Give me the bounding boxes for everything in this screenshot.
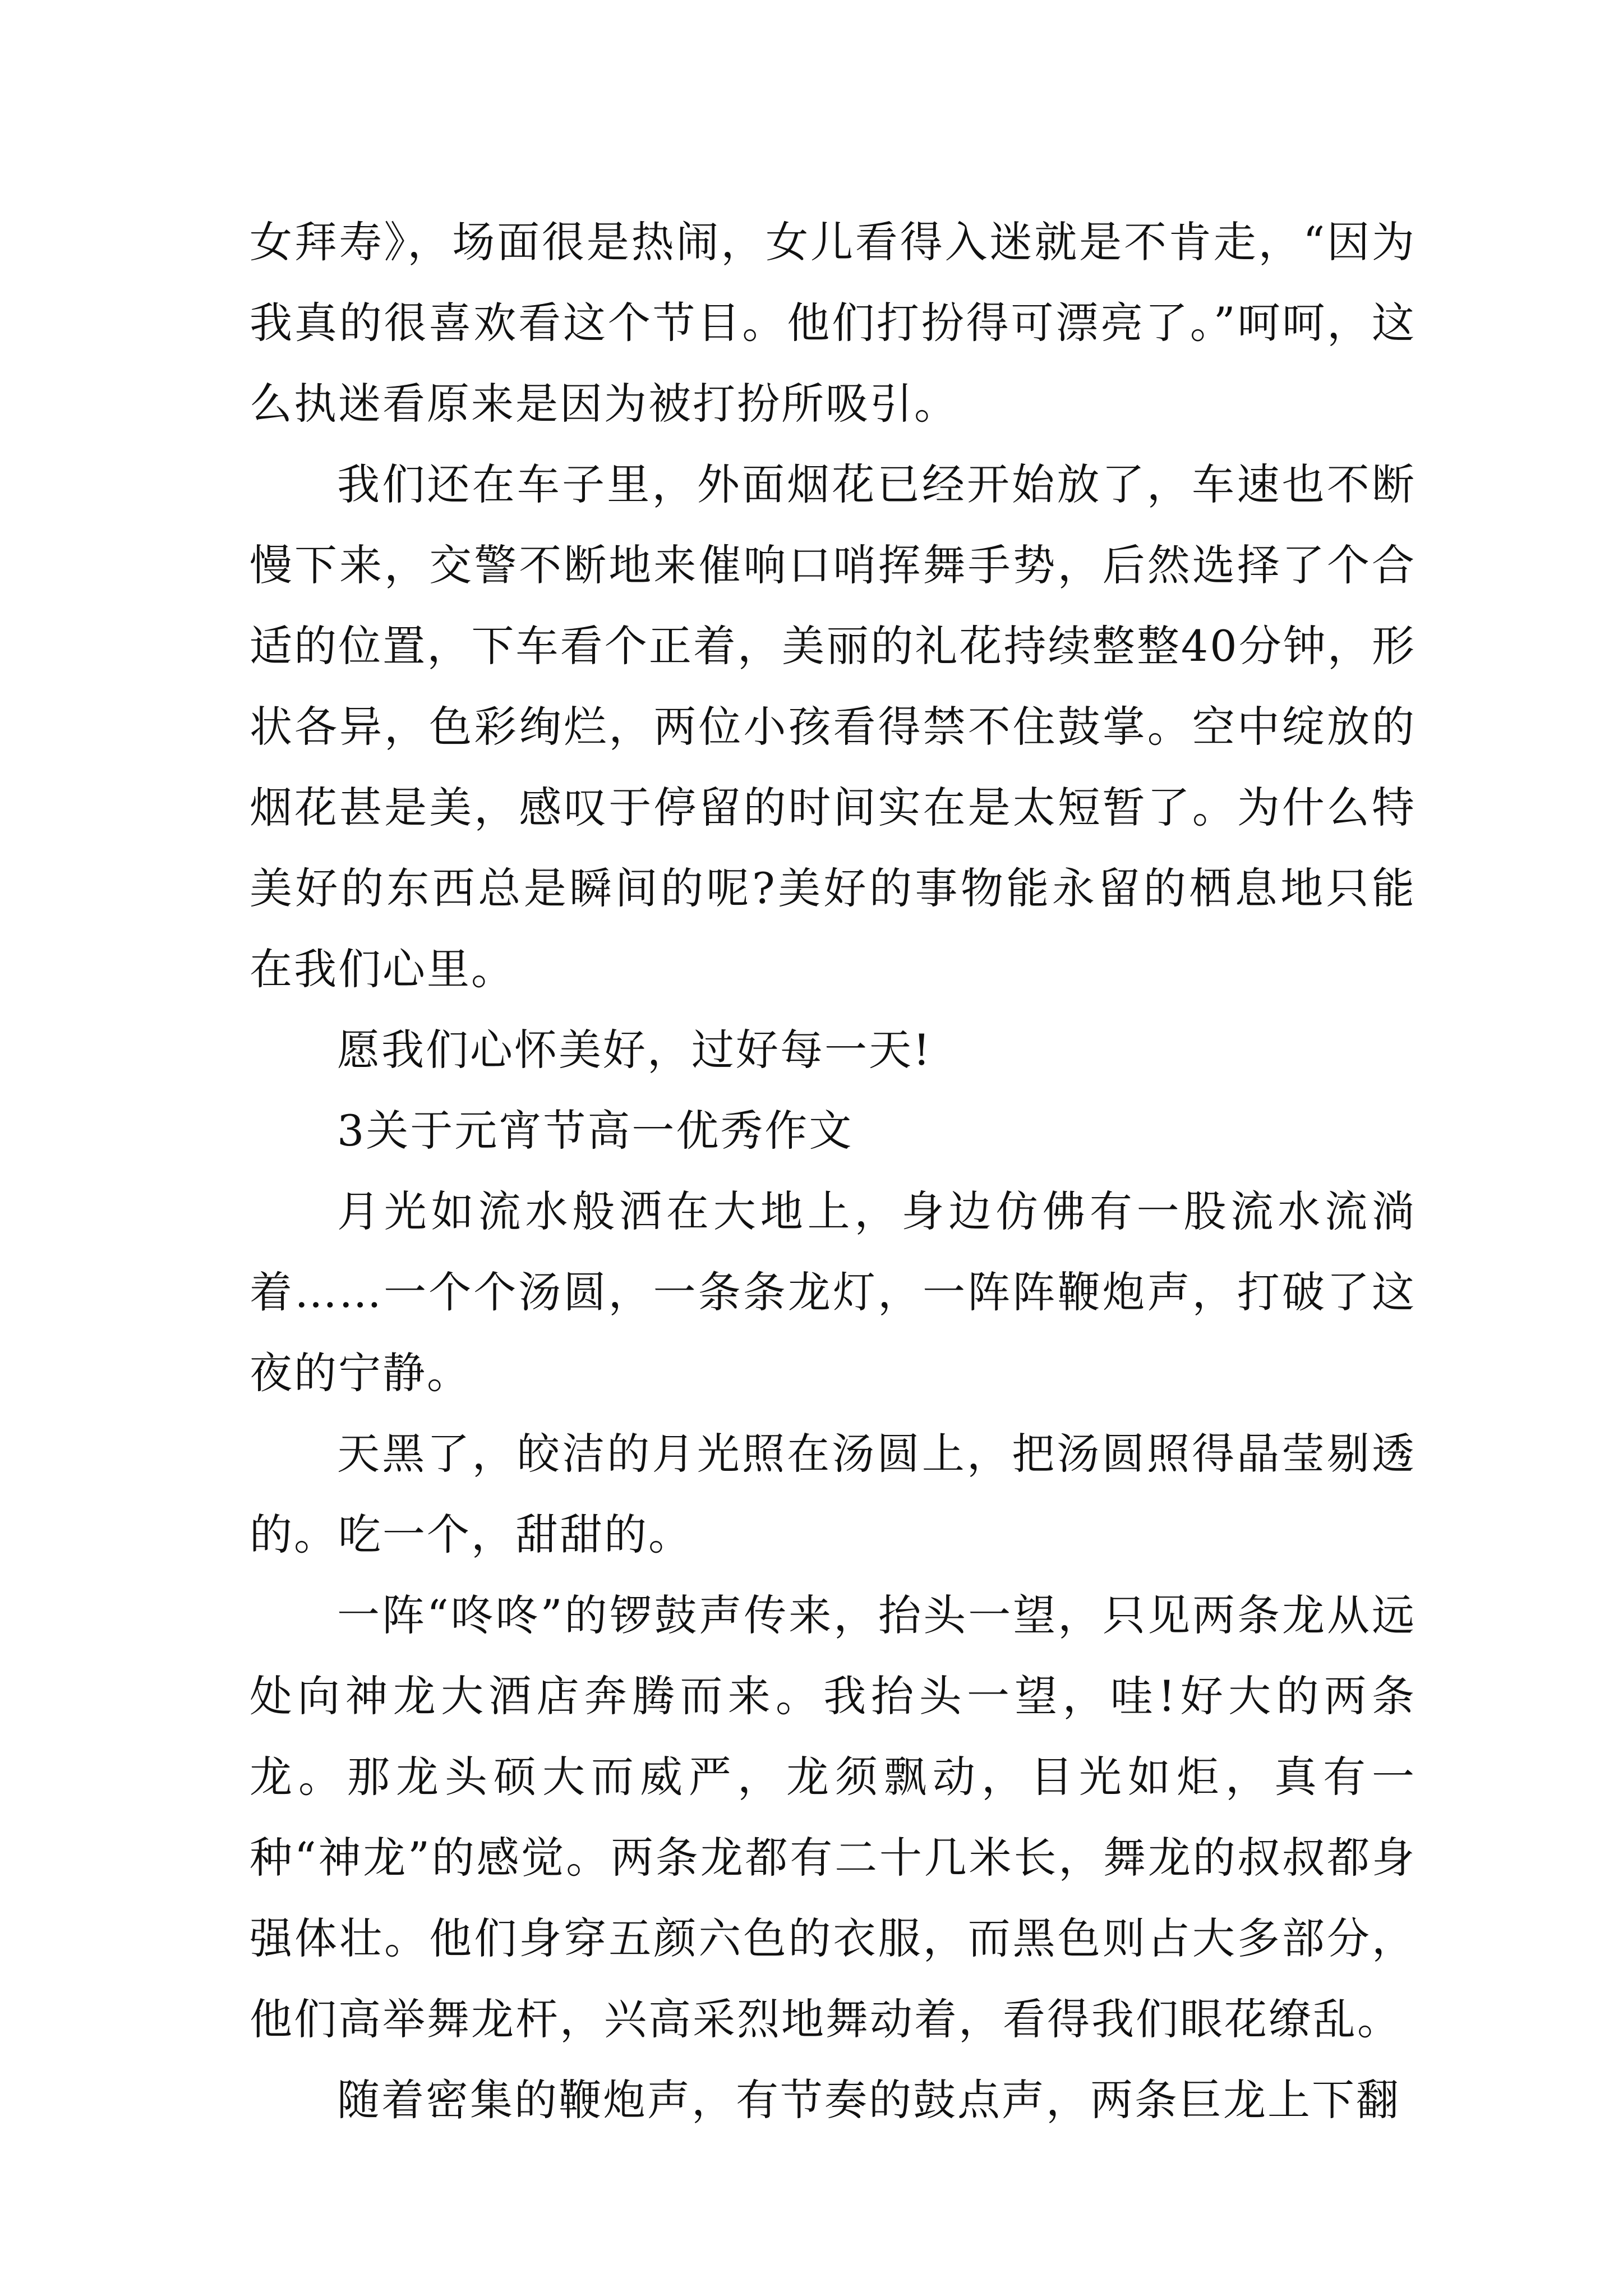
paragraph-6: 一阵“咚咚”的锣鼓声传来，抬头一望，只见两条龙从远处向神龙大酒店奔腾而来。我抬头一望，哇!好大的两条龙。那龙头硕大而威严，龙须飘动，目光如炬，真有一种“神龙”的感觉。两条龙都有二十几米长，舞龙的叔叔都身强体壮。他们身穿五颜六色的衣服，而黑色则占大多部分，他们高举舞龙杆，兴高采烈地舞动着，看得我们眼花缭乱。 (250, 1590, 1416, 2044)
section-heading: 3关于元宵节高一优秀作文 (337, 1106, 854, 1156)
paragraph-2: 我们还在车子里，外面烟花已经开始放了，车速也不断慢下来，交警不断地来催响口哨挥舞手势，后然选择了个合适的位置，下车看个正着，美丽的礼花持续整整40分钟，形状各异，色彩绚烂，两位小孩看得禁不住鼓掌。空中绽放的烟花甚是美，感叹于停留的时间实在是太短暂了。为什么特美好的东西总是瞬间的呢?美好的事物能永留的栖息地只能在我们心里。 (250, 459, 1416, 994)
paragraph-4: 月光如流水般洒在大地上，身边仿佛有一股流水流淌着……一个个汤圆，一条条龙灯，一阵阵鞭炮声，打破了这夜的宁静。 (250, 1186, 1416, 1398)
paragraph-1: 女拜寿》，场面很是热闹，女儿看得入迷就是不肯走，“因为我真的很喜欢看这个节目。他们打扮得可漂亮了。”呵呵，这么执迷看原来是因为被打扮所吸引。 (250, 217, 1416, 429)
paragraph-7: 随着密集的鞭炮声，有节奏的鼓点声，两条巨龙上下翻 (337, 2075, 1400, 2125)
paragraph-5: 天黑了，皎洁的月光照在汤圆上，把汤圆照得晶莹剔透的。吃一个，甜甜的。 (250, 1429, 1416, 1559)
paragraph-3: 愿我们心怀美好，过好每一天! (337, 1025, 932, 1075)
article-body (250, 202, 1416, 2141)
